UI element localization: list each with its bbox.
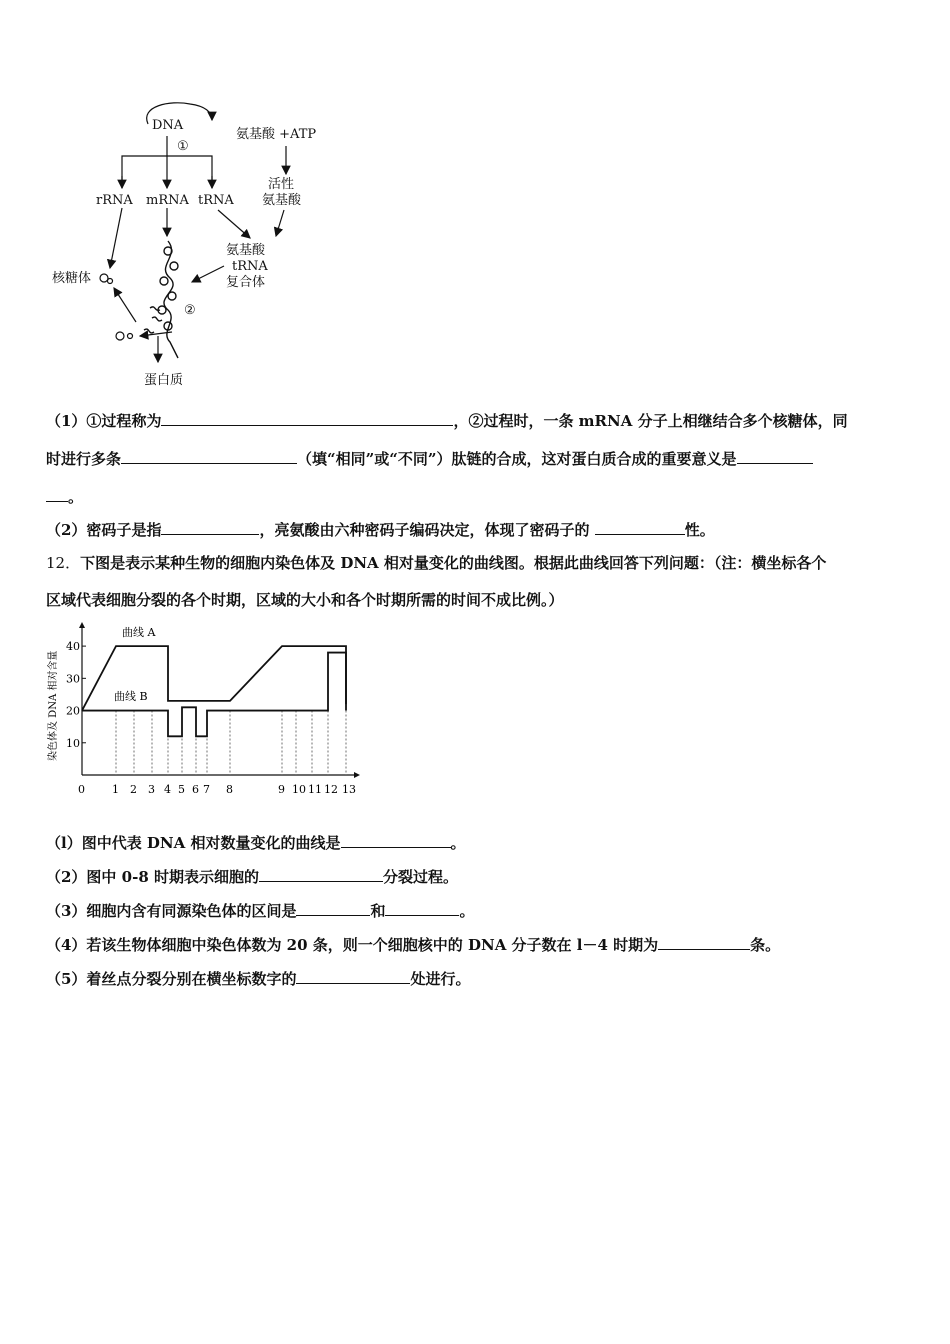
q12-s4-text-b: 条。 — [750, 936, 781, 954]
ribosome-label: 核糖体 — [52, 271, 92, 286]
q12-intro-line2 — [46, 590, 564, 610]
q12-s1-text-b: 。 — [450, 834, 466, 852]
q12-s3-text-b: 和 — [370, 902, 386, 920]
chromosome-dna-chart — [44, 622, 364, 800]
y-axis-label: 染色体及 DNA 相对含量 — [48, 650, 59, 761]
y-axis-arrow — [79, 622, 85, 628]
q11-p1-text-e: 。 — [68, 488, 84, 506]
q12-text-line2: 区域代表细胞分裂的各个时期，区域的大小和各个时期所需的时间不成比例。） — [46, 591, 564, 609]
q12-text-line1: 下图是表示某种生物的细胞内染色体及 DNA 相对量变化的曲线图。根据此曲线回答下列问题：（注：横坐标各个 — [80, 554, 827, 572]
x-tick-label: 10 — [292, 783, 306, 796]
x-tick-label: 0 — [78, 783, 85, 796]
y-tick-label: 30 — [66, 672, 80, 686]
q11-p2-text-a: （2）密码子是指 — [46, 521, 162, 539]
ribosome-icon — [100, 274, 113, 284]
q11-part1-line1 — [46, 410, 848, 431]
q12-s3-text-a: （3）细胞内含有同源染色体的区间是 — [46, 902, 297, 920]
y-tick-label: 10 — [66, 736, 80, 750]
q12-blank-dna-curve[interactable] — [341, 832, 451, 848]
ribosome-subunits-icon — [116, 332, 133, 340]
q12-sub4 — [46, 934, 780, 955]
dna-label: DNA — [152, 118, 184, 133]
q12-s2-text-b: 分裂过程。 — [382, 868, 458, 886]
x-tick-label: 3 — [148, 783, 155, 796]
y-tick-label: 40 — [66, 640, 80, 654]
q12-blank-dna-count[interactable] — [658, 934, 750, 950]
rrna-label: rRNA — [96, 193, 133, 208]
complex-label-2: tRNA — [232, 259, 268, 274]
q11-p1-text-d: （填“相同”或“不同”）肽链的合成，这对蛋白质合成的重要意义是 — [297, 450, 737, 468]
y-tick-label: 20 — [66, 704, 80, 718]
series-label-b: 曲线 B — [114, 690, 148, 704]
q11-p1-text-b: ，②过程时，一条 mRNA 分子上相继结合多个核糖体，同 — [453, 412, 848, 430]
q11-blank-significance-cont[interactable] — [46, 486, 68, 502]
q11-p2-text-c: 性。 — [684, 521, 715, 539]
x-tick-label: 9 — [278, 783, 285, 796]
q11-blank-codon[interactable] — [161, 519, 259, 535]
q12-blank-division-type[interactable] — [259, 866, 383, 882]
q11-part1-line2 — [46, 448, 813, 469]
q12-sub2 — [46, 866, 458, 887]
x-tick-label: 12 — [324, 783, 338, 796]
q11-blank-process[interactable] — [161, 410, 453, 426]
step1-label: ① — [177, 139, 189, 154]
complex-label-1: 氨基酸 — [226, 243, 266, 258]
q11-blank-significance[interactable] — [737, 448, 813, 464]
q12-sub3 — [46, 900, 474, 921]
q11-blank-property[interactable] — [595, 519, 685, 535]
active-aa-label-1: 活性 — [268, 177, 295, 192]
series-label-a: 曲线 A — [122, 626, 156, 639]
q12-intro-line1 — [46, 553, 826, 573]
q12-blank-centromere[interactable] — [296, 968, 410, 984]
x-tick-label: 6 — [192, 783, 199, 796]
q12-s5-text-a: （5）着丝点分裂分别在横坐标数字的 — [46, 970, 297, 988]
q11-p2-text-b: ，亮氨酸由六种密码子编码决定，体现了密码子的 — [259, 521, 590, 539]
q11-part1-line3 — [46, 486, 83, 507]
step2-label: ② — [184, 303, 196, 318]
q11-p1-text-a: （1）①过程称为 — [46, 412, 162, 430]
protein-synthesis-diagram — [40, 96, 360, 396]
q12-blank-interval-2[interactable] — [385, 900, 459, 916]
aa-atp-label: 氨基酸 +ATP — [236, 127, 317, 142]
q12-sub5 — [46, 968, 470, 989]
active-aa-label-2: 氨基酸 — [262, 193, 302, 208]
q12-s2-text-a: （2）图中 0-8 时期表示细胞的 — [46, 868, 259, 886]
q12-s5-text-b: 处进行。 — [410, 970, 471, 988]
x-tick-label: 7 — [203, 783, 210, 796]
x-tick-label: 5 — [178, 783, 185, 796]
protein-label: 蛋白质 — [144, 373, 184, 388]
q12-blank-interval-1[interactable] — [296, 900, 370, 916]
complex-label-3: 复合体 — [226, 275, 266, 290]
trna-label: tRNA — [198, 193, 234, 208]
x-tick-label: 1 — [112, 783, 119, 796]
q11-blank-same-diff[interactable] — [121, 448, 297, 464]
q11-p1-text-c: 时进行多条 — [46, 450, 122, 468]
mrna-label: mRNA — [146, 193, 189, 208]
polysome-icon — [144, 241, 178, 358]
q11-part2 — [46, 519, 715, 540]
q12-sub1 — [46, 832, 466, 853]
x-tick-label: 8 — [226, 783, 233, 796]
x-tick-label: 2 — [130, 783, 137, 796]
q12-number: 12． — [46, 554, 81, 572]
q12-s1-text-a: （l）图中代表 DNA 相对数量变化的曲线是 — [46, 834, 341, 852]
x-tick-label: 11 — [308, 783, 322, 796]
q12-s4-text-a: （4）若该生物体细胞中染色体数为 20 条，则一个细胞核中的 DNA 分子数在 l－4 时期为 — [46, 936, 659, 954]
x-tick-label: 4 — [164, 783, 171, 796]
q12-s3-text-c: 。 — [459, 902, 475, 920]
x-tick-label: 13 — [342, 783, 356, 796]
x-axis-arrow — [354, 772, 360, 778]
